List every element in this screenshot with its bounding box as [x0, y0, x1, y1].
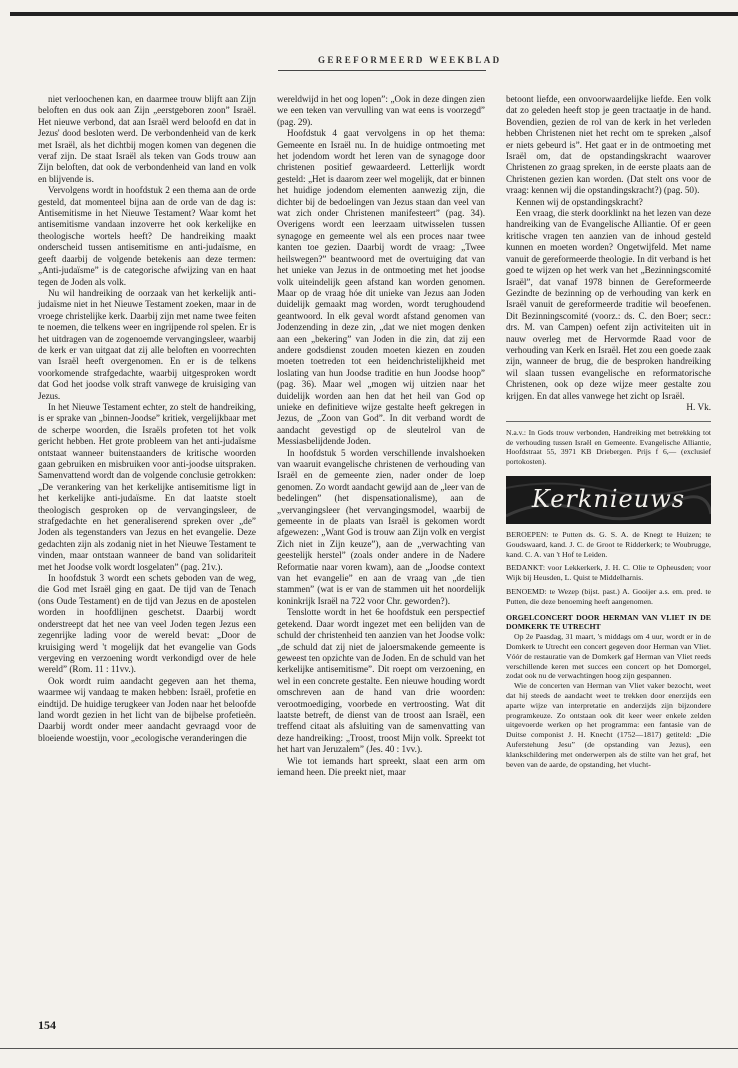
top-rule: [10, 12, 738, 16]
separator: [506, 421, 711, 422]
masthead: GEREFORMEERD WEEKBLAD: [318, 55, 502, 65]
news-beroepen: BEROEPEN: te Putten ds. G. S. A. de Knegt te Huizen; te Goudswaard, kand. J. C. de Groot te Ridderkerk; te Woubrugge, kand. C. A. van 't Hof te Leiden.: [506, 530, 711, 559]
column-1: [38, 94, 256, 744]
signature: [506, 402, 711, 413]
masthead-rule: [278, 70, 486, 71]
banner-title: Kerknieuws: [531, 485, 686, 514]
source-note: N.a.v.: In Gods trouw verbonden, Handreiking met betrekking tot de verhouding tussen Israël en Gemeente. Evangelische Alliantie, Hoofdstraat 55, 3971 KB Driebergen. Prijs f 6,— (exclusief portokosten).: [506, 428, 711, 466]
concert-paragraph: Wie de concerten van Herman van Vliet vaker bezocht, weet dat hij steeds de aandacht weet te trekken door enerzijds een aparte wijze van interpretatie en anderzijds zijn bijzondere programkeuze. Zo ontstaan ook dit keer weer enkele zelden uitgevoerde werken op het programma: een fantasie van de Duitse componist J. H. Knecht (1752—1817) getiteld: „Die Auferstehung Jesu” (de opstanding van Jezus), een klankschildering met onderwerpen als de stilte van het graf, het beven van de aarde, de opstanding, het vlucht-: [506, 681, 711, 769]
paragraph: Nu wil handreiking de oorzaak van het kerkelijk anti-judaïsme niet in het Nieuwe Testament zoeken, maar in de vroege christelijke kerk. Daarbij zijn met name twee feiten te noemen, die telkens weer en ingrijpende rol spelen. Er is het uitdragen van de zogenoemde vervangingsleer, waarbij de kerk er van uitgaat dat zij alle beloften en voorrechten van Israël heeft overgenomen. En er is de telkens voorkomende strafgedachte, waarbij uitgesproken wordt dat God het joodse volk straft vanwege de kruisiging van Jezus.: [38, 287, 256, 401]
news-benoemd: BENOEMD: te Wezep (bijst. past.) A. Gooijer a.s. em. pred. te Putten, die deze benoeming heeft aangenomen.: [506, 586, 711, 606]
signature-text: H. Vk.: [686, 401, 711, 412]
column-2: [277, 94, 485, 778]
paragraph: In hoofdstuk 3 wordt een schets geboden van de weg, die God met Israël ging en gaat. De tijd van de Tenach (ons Oude Testament) en de tijd van Jezus en de apostelen worden in hoofdlijnen geschetst. Daarbij wordt onderstreept dat het nee van veel Joden tegen Jezus een zegenrijke lading voor de wereld bevat: „Door de kruisiging werd 't mogelijk dat het evangelie van Gods vergeving en verzoening wordt verkondigd over de hele wereld” (Rom. 11 : 11vv.).: [38, 573, 256, 675]
paragraph: Een vraag, die sterk doorklinkt na het lezen van deze handreiking van de Evangelische Alliantie. Of er geen kritische vragen ten aanzien van de inhoud gesteld kunnen en moeten worden? Ongetwijfeld. Met name vanuit de gereformeerde theologie. In dit verband is het goed te wijzen op het werk van het „Bezinningscomité Israël”, dat vanaf 1978 binnen de Gereformeerde Gezindte de bezinning op de verhouding van kerk en Israël vanuit de gereformeerde traditie wil beoefenen. Dit Bezinningscomité (voorz.: ds. C. den Boer; secr.: drs. M. van Campen) oefent zijn activiteiten uit in nauw overleg met de Hervormde Raad voor de verhouding van Kerk en Israël. Het zou een goede zaak zijn, wanneer de brug, die de besproken handreiking wil slaan tussen evangelische en reformatorische Christenen, ook op deze wijze meer gestalte zou krijgen. En dat alles vanwege het zicht op Israël.: [506, 208, 711, 401]
paragraph: wereldwijd in het oog lopen”: „Ook in deze dingen zien we een teken van vervulling van wat eens is voorzegd” (pag. 29).: [277, 94, 485, 127]
paragraph: betoont liefde, een onvoorwaardelijke liefde. Een volk dat zo geleden heeft stop je geen tractaatje in de hand. Bovendien, gezien de rol van de kerk in het verleden hebben Christenen niet het recht om te spreken „alsof er niets gebeurd is”. Het gaat er in de ontmoeting met Israël om, dat de opstandingskracht waarover Christenen zo graag spreken, in de eerste plaats aan de Christenen gezien kan worden. (Dat stelt ons voor de vraag: kennen wij die opstandingskracht?) (pag. 50).: [506, 94, 711, 196]
paragraph: Ook wordt ruim aandacht gegeven aan het thema, waarmee wij vandaag te maken hebben: Israël, profetie en eindtijd. De huidige terugkeer van Joden naar het beloofde land wordt gezien in het licht van de bijbelse profetieën. Daarbij wordt onder meer aandacht gevraagd voor de bloeiende woestijn, voor „ecologische veranderingen die: [38, 675, 256, 743]
paragraph: Hoofdstuk 4 gaat vervolgens in op het thema: Gemeente en Israël nu. In de huidige ontmoeting met het jodendom wordt het leren van de synagoge door christenen positief gewaardeerd. Letterlijk wordt gesteld: „Het is daarom zeer wel mogelijk, dat er binnen het huidige jodendom elementen aanwezig zijn, die dichter bij de bedoelingen van Jezus staan dan veel van wat zich onder Christenen manifesteert” (pag. 34). Overigens wordt een leerzaam uitwisselen tussen synagoge en gemeente wel als een proces naar twee kanten toe gezien. Daarbij wordt de vraag: „Twee heilswegen?” beantwoord met de overtuiging dat van het unieke van Jezus in de ontmoeting met het joodse volk uiteindelijk geen afstand kan worden genomen. Maar op de vraag hóe dit unieke van Jezus aan Joden duidelijk gemaakt mag worden, wordt terughoudend geantwoord. In elk geval wordt afstand genomen van Jodenzending in deze zin, „dat we niet mogen denken aan een „bekering” van Joden in die zin, dat zij een andere godsdienst zouden moeten kiezen en zouden moeten toetreden tot een heidenchristelijkheid met loslating van hun Joodse traditie en hun Joodse hoop” (pag. 36). Maar wel „mogen wij uitzien naar het duidelijk worden aan hen dat het heil van God op unieke en definitieve wijze gestalte heeft gekregen in Jezus, de „Zoon van God”. In dit verband wordt de aandacht gevestigd op de sleutelrol van de Messiasbelijdende Joden.: [277, 128, 485, 447]
news-bedankt: BEDANKT: voor Lekkerkerk, J. H. C. Olie te Opheusden; voor Wijk bij Heusden, L. Quist te Middelharnis.: [506, 563, 711, 583]
paragraph: Kennen wij de opstandingskracht?: [516, 196, 643, 207]
concert-heading: ORGELCONCERT DOOR HERMAN VAN VLIET IN DE DOMKERK TE UTRECHT: [506, 612, 711, 632]
paragraph: Wie tot iemands hart spreekt, slaat een arm om iemand heen. Die preekt niet, maar: [277, 755, 485, 777]
paragraph: In hoofdstuk 5 worden verschillende invalshoeken van waaruit evangelische christenen de verhouding van Israël en de gemeente zien, nader onder de loep genomen. Zo wordt aandacht gewijd aan de „leer van de bedelingen” (het dispensationalisme), aan de „vervangingsleer (het vervangingsmodel, waarbij de gemeente in de plaats van Israël is gekomen wordt afgewezen: „Want God is trouw aan Zijn volk en vergist Zich niet in Zijn keuze”), aan de „verwachting van geestelijk herstel” (zoals onder andere in de Nadere Reformatie naar voren kwam), aan de „Joodse context van het evangelie” en aan de vraag van „de tien stammen” (wat is er van de stammen uit het noordelijk koninkrijk Israël na 722 voor Chr. geworden?).: [277, 447, 485, 606]
kerknieuws-banner: [506, 476, 711, 524]
concert-paragraph: Op 2e Paasdag, 31 maart, 's middags om 4 uur, wordt er in de Domkerk te Utrecht een concert gegeven door Herman van Vliet. Vóór de restauratie van de Domkerk gaf Herman van Vliet reeds verschillende keren met succes een concert op het Domorgel, zodat ook nu de verwachtingen hoog zijn gespannen.: [506, 632, 711, 681]
paragraph: In het Nieuwe Testament echter, zo stelt de handreiking, is er sprake van „binnen-Joodse” kritiek, vergelijkbaar met de scherpe woorden, die Israëls profeten tot het volk gericht hebben. Het grote probleem van het anti-judaïsme ontstaat wanneer buitenstaanders de kritische woorden gaan gebruiken en misbruiken voor anti-joodse uitspraken. Samenvattend wordt dan de volgende conclusie getrokken: „De verankering van het kerkelijke antisemitisme ligt in het kerkelijke anti-judaïsme. En dat laatste stoelt theologisch gesproken op de vervangingsleer, de strafgedachte en het generaliserend spreken over „de” Joden als tegenstanders van Jezus en het evangelie. Deze gedachten zijn als zodanig niet in het Nieuwe Testament te vinden, maar ontstaan wanneer de band van solidariteit met het Joodse volk wordt losgelaten” (pag. 21v.).: [38, 401, 256, 572]
column-3: [506, 94, 711, 769]
paragraph: Vervolgens wordt in hoofdstuk 2 een thema aan de orde gesteld, dat momenteel bijna aan de orde van de dag is: Antisemitisme in het Nieuwe Testament? Waar komt het antisemitisme vandaan inzoverre het ook kerkelijke en theologische wortels heeft? De handreiking maakt onderscheid tussen antisemitisme en anti-judaïsme, en geeft daarbij de volgende betekenis aan deze termen: „Anti-judaïsme” is de categorische afwijzing van en haat tegen de Joden als volk.: [38, 185, 256, 287]
paragraph: niet verloochenen kan, en daarmee trouw blijft aan Zijn beloften en dus ook aan Zijn „eerstgeboren zoon” Israël. Het nieuwe verbond, dat aan Israël werd beloofd en dat in Jezus' dood besloten werd. De verbondenheid van de kerk met Israël, als het dichtbij mogen komen van degenen die veraf zijn. De staat Israël als teken van Gods trouw aan Zijn beloften, dat ook de verbondenheid van land en volk en blijvende is.: [38, 94, 256, 184]
bottom-rule: [0, 1048, 738, 1049]
page-number: 154: [38, 1018, 56, 1032]
paragraph: Tenslotte wordt in het 6e hoofdstuk een perspectief getekend. Daar wordt ingezet met een belijden van de schuld der christenheid ten aanzien van het Joodse volk: „de schuld dat zij niet de jaloersmakende gemeente is geweest ten opzichte van de Joden. En de schuld van het kerkelijke antisemitisme”. Dit roept om verzoening, en wel in een concrete gestalte. Een nieuwe houding wordt omschreven aan de hand van drie woorden: verootmoediging, voorbede en vertroosting. Wat dit laatste betreft, de dienst van de troost aan Israël, een treffend citaat als afsluiting van de samenvatting van deze handreiking: „Troost, troost Mijn volk. Spreekt tot het hart van Jeruzalem” (Jes. 40 : 1vv.).: [277, 607, 485, 755]
